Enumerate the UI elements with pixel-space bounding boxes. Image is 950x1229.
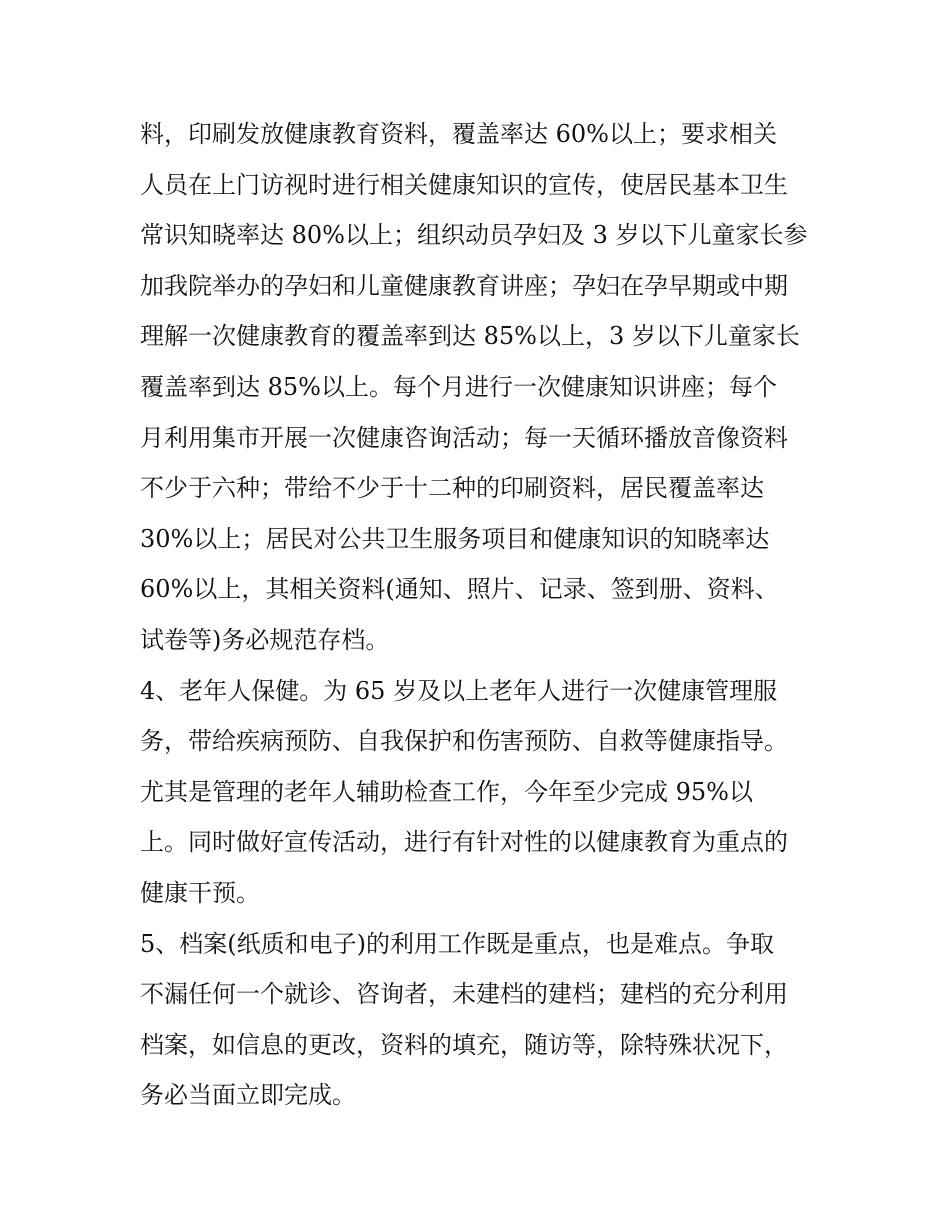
text-line: 月利用集市开展一次健康咨询活动；每一天循环播放音像资料: [140, 423, 788, 452]
text-line: 上。同时做好宣传活动，进行有针对性的以健康教育为重点的: [140, 828, 788, 857]
text-line: 务必当面立即完成。: [140, 1081, 356, 1110]
text-line: 60%以上，其相关资料(通知、照片、记录、签到册、资料、: [140, 575, 779, 604]
section-5-heading-line: 5、档案(纸质和电子)的利用工作既是重点，也是难点。争取: [140, 929, 774, 958]
text-line: 尤其是管理的老年人辅助检查工作，今年至少完成 95%以: [140, 777, 753, 806]
body-text: [140, 109, 820, 1121]
text-line: 试卷等)务必规范存档。: [140, 625, 390, 654]
text-line: 30%以上；居民对公共卫生服务项目和健康知识的知晓率达: [140, 524, 770, 553]
text-line: 人员在上门访视时进行相关健康知识的宣传，使居民基本卫生: [140, 170, 788, 199]
text-line: 常识知晓率达 80%以上；组织动员孕妇及 3 岁以下儿童家长参: [140, 221, 808, 250]
text-line: 档案，如信息的更改，资料的填充，随访等，除特殊状况下，: [140, 1030, 788, 1059]
text-line: 加我院举办的孕妇和儿童健康教育讲座；孕妇在孕早期或中期: [140, 271, 788, 300]
text-line: 不漏任何一个就诊、咨询者，未建档的建档；建档的充分利用: [140, 980, 788, 1009]
text-line: 覆盖率到达 85%以上。每个月进行一次健康知识讲座；每个: [140, 372, 777, 401]
text-line: 务，带给疾病预防、自我保护和伤害预防、自救等健康指导。: [140, 727, 788, 756]
text-line: 料，印刷发放健康教育资料，覆盖率达 60%以上；要求相关: [140, 120, 777, 148]
section-4-heading-line: 4、老年人保健。为 65 岁及以上老年人进行一次健康管理服: [140, 676, 778, 705]
text-line: 不少于六种；带给不少于十二种的印刷资料，居民覆盖率达: [140, 474, 764, 503]
text-line: 理解一次健康教育的覆盖率到达 85%以上，3 岁以下儿童家长: [140, 322, 800, 351]
text-line: 健康干预。: [140, 878, 260, 907]
